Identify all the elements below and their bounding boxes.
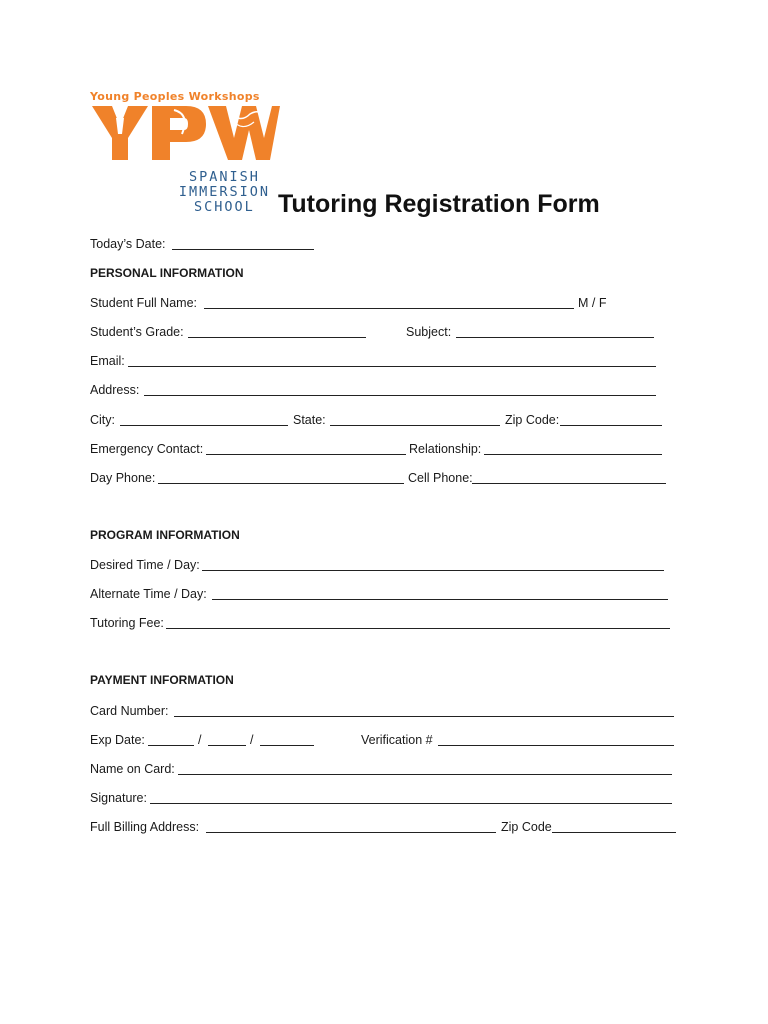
- day-phone-label: Day Phone:: [90, 471, 156, 485]
- city-state-zip-row: [90, 412, 690, 428]
- address-label: Address:: [90, 383, 140, 397]
- alternate-time-row: [90, 586, 690, 602]
- zip-code-field[interactable]: [560, 425, 662, 426]
- state-field[interactable]: [330, 425, 500, 426]
- signature-field[interactable]: [150, 803, 672, 804]
- email-row: [90, 353, 690, 369]
- email-label: Email:: [90, 354, 125, 368]
- emergency-row: [90, 441, 690, 457]
- address-field[interactable]: [144, 395, 656, 396]
- city-field[interactable]: [120, 425, 288, 426]
- tutoring-fee-row: [90, 615, 690, 631]
- verification-label: Verification #: [361, 733, 433, 747]
- exp-slash-1: /: [198, 733, 202, 747]
- name-on-card-label: Name on Card:: [90, 762, 175, 776]
- name-on-card-field[interactable]: [178, 774, 672, 775]
- subject-label: Subject:: [406, 325, 452, 339]
- ypw-logo: [90, 90, 280, 218]
- billing-address-row: [90, 819, 690, 835]
- exp-year-field[interactable]: [260, 745, 314, 746]
- desired-time-row: [90, 557, 690, 573]
- program-information-heading: PROGRAM INFORMATION: [90, 528, 240, 542]
- alternate-time-field[interactable]: [212, 599, 668, 600]
- relationship-field[interactable]: [484, 454, 662, 455]
- state-label: State:: [293, 413, 326, 427]
- signature-label: Signature:: [90, 791, 147, 805]
- cell-phone-field[interactable]: [472, 483, 666, 484]
- logo-school-line3: SCHOOL: [194, 199, 255, 215]
- gender-option[interactable]: M / F: [578, 296, 607, 310]
- exp-date-label: Exp Date:: [90, 733, 145, 747]
- address-row: [90, 382, 690, 398]
- grade-subject-row: [90, 324, 690, 340]
- form-title: Tutoring Registration Form: [278, 190, 600, 218]
- exp-slash-2: /: [250, 733, 254, 747]
- exp-month-field[interactable]: [148, 745, 194, 746]
- day-phone-field[interactable]: [158, 483, 404, 484]
- todays-date-label: Today’s Date:: [90, 237, 166, 251]
- emergency-contact-field[interactable]: [206, 454, 406, 455]
- card-number-field[interactable]: [174, 716, 674, 717]
- billing-address-field[interactable]: [206, 832, 496, 833]
- tutoring-fee-field[interactable]: [166, 628, 670, 629]
- todays-date-row: [90, 236, 690, 252]
- signature-row: [90, 790, 690, 806]
- student-name-row: [90, 295, 690, 311]
- phone-row: [90, 470, 690, 486]
- logo-school-name: [179, 170, 270, 215]
- verification-field[interactable]: [438, 745, 674, 746]
- desired-time-field[interactable]: [202, 570, 664, 571]
- student-name-label: Student Full Name:: [90, 296, 197, 310]
- todays-date-field[interactable]: [172, 249, 314, 250]
- subject-field[interactable]: [456, 337, 654, 338]
- emergency-contact-label: Emergency Contact:: [90, 442, 204, 456]
- payment-information-heading: PAYMENT INFORMATION: [90, 673, 234, 687]
- relationship-label: Relationship:: [409, 442, 482, 456]
- zip-code-label: Zip Code:: [505, 413, 560, 427]
- billing-zip-label: Zip Code: [501, 820, 552, 834]
- billing-address-label: Full Billing Address:: [90, 820, 200, 834]
- card-number-row: [90, 703, 690, 719]
- logo-school-line1: SPANISH: [188, 169, 260, 185]
- personal-information-heading: PERSONAL INFORMATION: [90, 266, 244, 280]
- student-name-field[interactable]: [204, 308, 574, 309]
- grade-field[interactable]: [188, 337, 366, 338]
- alternate-time-label: Alternate Time / Day:: [90, 587, 207, 601]
- desired-time-label: Desired Time / Day:: [90, 558, 200, 572]
- logo-school-line2: IMMERSION: [178, 184, 270, 200]
- grade-label: Student’s Grade:: [90, 325, 184, 339]
- exp-day-field[interactable]: [208, 745, 246, 746]
- card-number-label: Card Number:: [90, 704, 169, 718]
- name-on-card-row: [90, 761, 690, 777]
- city-label: City:: [90, 413, 115, 427]
- exp-verification-row: [90, 732, 690, 748]
- tutoring-fee-label: Tutoring Fee:: [90, 616, 164, 630]
- ypw-wordmark-icon: [90, 104, 280, 160]
- email-field[interactable]: [128, 366, 656, 367]
- billing-zip-field[interactable]: [552, 832, 676, 833]
- cell-phone-label: Cell Phone:: [408, 471, 473, 485]
- logo-tagline: Young Peoples Workshops: [90, 90, 260, 103]
